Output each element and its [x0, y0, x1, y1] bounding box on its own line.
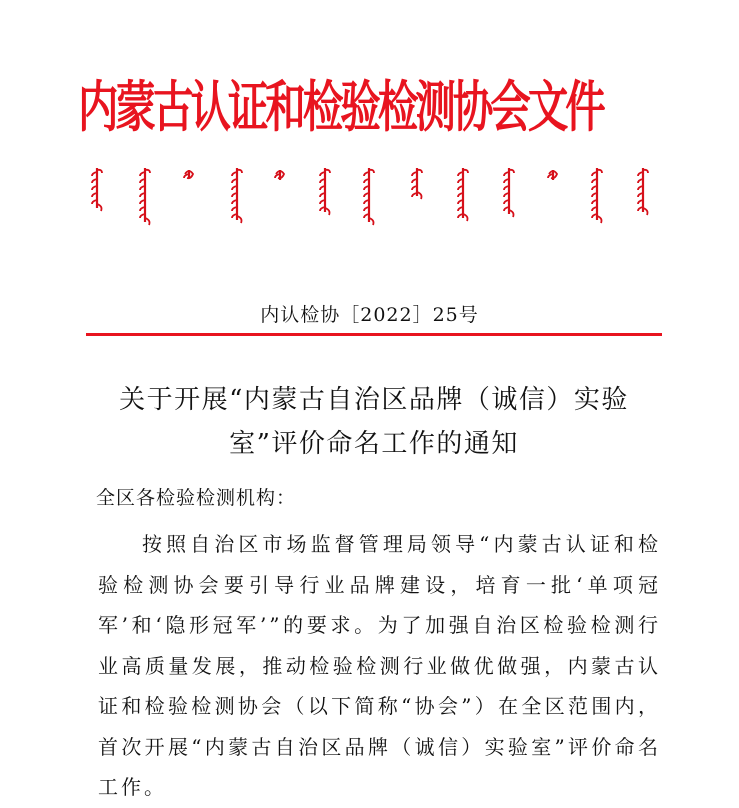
mongolian-script-word	[318, 168, 330, 226]
mongolian-script-word	[273, 168, 285, 226]
red-divider-line	[86, 333, 662, 336]
body-paragraph: 按照自治区市场监督管理局领导“内蒙古认证和检验检测协会要引导行业品牌建设，培育一批‘单项冠军’和‘隐形冠军’”的要求。为了加强自治区检验检测行业高质量发展，推动检验检测行业做优做强，内蒙古认证和检验检测协会（以下简称“协会”）在全区范围内，首次开展“内蒙古自治区品牌（诚信）实验室”评价命名工作。	[98, 532, 661, 799]
document-number: 内认检协［2022］25号	[260, 304, 479, 326]
mongolian-script-word	[410, 168, 422, 226]
mongolian-script-word	[230, 168, 242, 226]
mongolian-script-word	[362, 168, 374, 226]
salutation: 全区各检验检测机构：	[96, 487, 297, 509]
notice-title: 关于开展“内蒙古自治区品牌（诚信）实验室”评价命名工作的通知	[119, 385, 629, 459]
mongolian-script-word	[502, 168, 514, 226]
mongolian-script-word	[636, 168, 648, 226]
mongolian-script-word	[456, 168, 468, 226]
mongolian-script-masthead	[90, 168, 660, 228]
mongolian-script-word	[590, 168, 602, 226]
mongolian-script-word	[182, 168, 194, 226]
mongolian-script-word	[546, 168, 558, 226]
masthead-title: 内蒙古认证和检验检测协会文件	[78, 74, 603, 139]
mongolian-script-word	[138, 168, 150, 226]
mongolian-script-word	[90, 168, 102, 226]
